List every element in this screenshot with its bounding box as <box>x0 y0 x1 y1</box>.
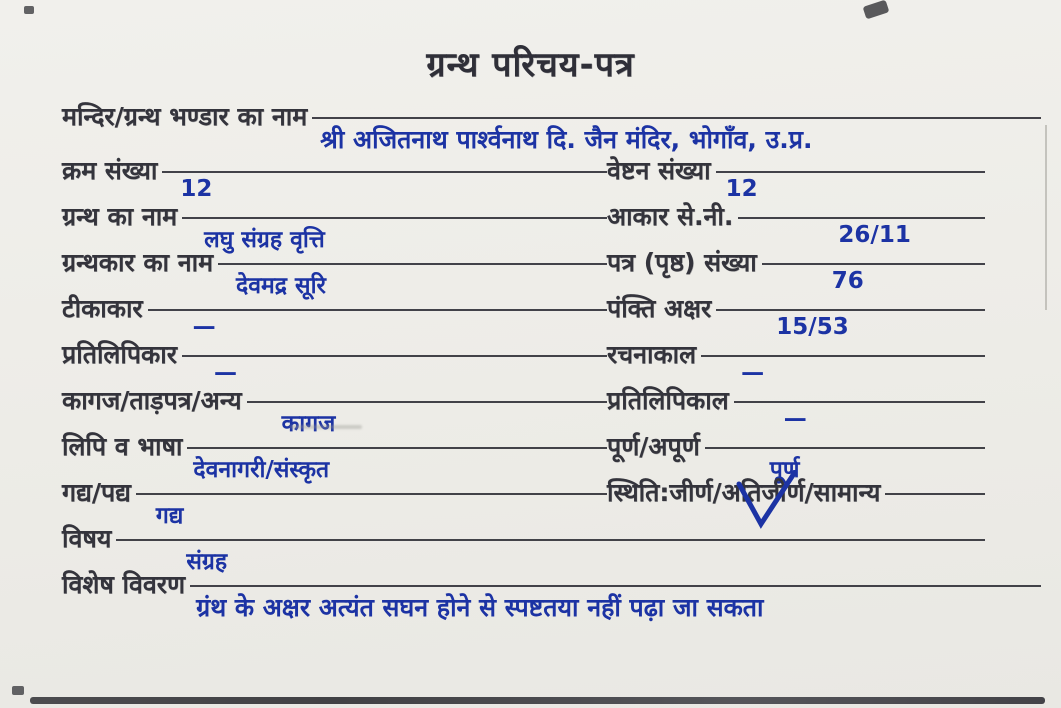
field-copyist <box>62 340 607 386</box>
scan-artifact-bottom-left <box>12 686 24 695</box>
field-value-copy-date: — <box>783 406 807 432</box>
form-row <box>62 202 1041 253</box>
field-label-complete-incomplete: पूर्ण/अपूर्ण <box>607 432 700 461</box>
rule-line <box>162 171 607 203</box>
field-label-temple: मन्दिर/ग्रन्थ भण्डार का नाम <box>62 102 308 131</box>
field-complete-incomplete <box>607 432 1041 483</box>
form-row <box>62 340 1041 386</box>
field-label-prose-verse: गद्य/पद्य <box>62 478 131 507</box>
field-label-page-count: पत्र (पृष्ठ) संख्या <box>607 248 757 277</box>
rule-line <box>716 309 985 341</box>
form-row <box>62 432 1041 483</box>
field-value-lines-letters: 15/53 <box>776 314 849 340</box>
field-commentator <box>62 294 607 340</box>
page-title: ग्रन्थ परिचय-पत्र <box>426 45 635 85</box>
field-value-complete-incomplete: पूर्ण <box>769 457 800 483</box>
field-label-composition-date: रचनाकाल <box>607 340 697 369</box>
rule-line <box>136 493 607 529</box>
field-value-commentator: — <box>192 314 216 340</box>
rule-line <box>187 447 607 483</box>
field-label-copyist: प्रतिलिपिकार <box>62 340 177 369</box>
field-value-material: कागज <box>281 411 336 437</box>
rule-line-subject <box>116 539 985 575</box>
field-serial-number <box>62 156 607 202</box>
field-condition <box>607 478 1041 524</box>
field-label-script-language: लिपि व भाषा <box>62 432 183 461</box>
field-label-lines-letters: पंक्ति अक्षर <box>607 294 712 323</box>
field-label-condition: स्थिति:जीर्ण/अतिजीर्ण/सामान्य <box>607 478 881 507</box>
field-label-special-note: विशेष विवरण <box>62 570 186 599</box>
rule-line <box>716 171 985 203</box>
field-bundle-number <box>607 156 1041 202</box>
field-label-copy-date: प्रतिलिपिकाल <box>607 386 729 415</box>
field-label-size-cm: आकार से.नी. <box>607 202 734 231</box>
field-granth-name <box>62 202 607 253</box>
field-label-serial-number: क्रम संख्या <box>62 156 158 185</box>
rule-line <box>148 309 607 341</box>
form-row-subject <box>62 524 1041 575</box>
field-label-author-name: ग्रन्थकार का नाम <box>62 248 214 277</box>
rule-line <box>738 217 985 249</box>
field-label-granth-name: ग्रन्थ का नाम <box>62 202 178 231</box>
form-row <box>62 248 1041 299</box>
field-script-language <box>62 432 607 483</box>
rule-line <box>885 493 985 525</box>
field-lines-letters <box>607 294 1041 340</box>
field-label-bundle-number: वेष्टन संख्या <box>607 156 711 185</box>
form-row <box>62 478 1041 529</box>
field-value-special-note: ग्रंथ के अक्षर अत्यंत सघन होने से स्पष्टतया नहीं पढ़ा जा सकता <box>196 593 764 622</box>
form-row <box>62 156 1041 202</box>
scan-artifact-top-right <box>863 0 890 19</box>
field-value-prose-verse: गद्य <box>155 503 184 529</box>
field-value-page-count: 76 <box>831 268 864 294</box>
field-label-commentator: टीकाकार <box>62 294 143 323</box>
rule-line <box>762 263 985 295</box>
field-value-subject: संग्रह <box>186 549 228 575</box>
field-value-copyist: — <box>213 360 237 386</box>
form-row-special-note <box>62 570 1041 622</box>
field-value-serial-number: 12 <box>180 176 213 202</box>
form-row <box>62 386 1041 437</box>
field-value-composition-date: — <box>741 360 765 386</box>
rule-line <box>701 355 985 387</box>
field-value-author-name: देवमद्र सूरि <box>236 273 326 299</box>
field-prose-verse <box>62 478 607 529</box>
field-size-cm <box>607 202 1041 248</box>
field-value-size-cm: 26/11 <box>838 222 911 248</box>
scan-artifact-smudge <box>290 425 362 429</box>
rule-line <box>218 263 607 299</box>
rule-line <box>182 355 607 387</box>
rule-line-special-note <box>190 585 1041 622</box>
scan-artifact-top-left <box>24 6 34 14</box>
scan-artifact-bottom-edge <box>30 697 1045 704</box>
field-value-granth-name: लघु संग्रह वृत्ति <box>204 227 325 253</box>
field-composition-date <box>607 340 1041 386</box>
field-page-count <box>607 248 1041 294</box>
scan-artifact-right-edge <box>1045 125 1047 310</box>
rule-line <box>182 217 607 253</box>
field-value-bundle-number: 12 <box>725 176 758 202</box>
form-row <box>62 294 1041 340</box>
field-value-script-language: देवनागरी/संस्कृत <box>193 457 330 483</box>
field-author-name <box>62 248 607 299</box>
field-label-subject: विषय <box>62 524 112 553</box>
field-label-material: कागज/ताड़पत्र/अन्य <box>62 386 242 415</box>
field-value-temple: श्री अजितनाथ पार्श्वनाथ दि. जैन मंदिर, भोगाँव, उ.प्र. <box>320 125 813 154</box>
check-mark-icon <box>735 470 799 532</box>
rule-line <box>734 401 985 433</box>
rule-line-temple <box>312 117 1041 154</box>
field-copy-date <box>607 386 1041 432</box>
form-row-temple <box>62 102 1041 156</box>
